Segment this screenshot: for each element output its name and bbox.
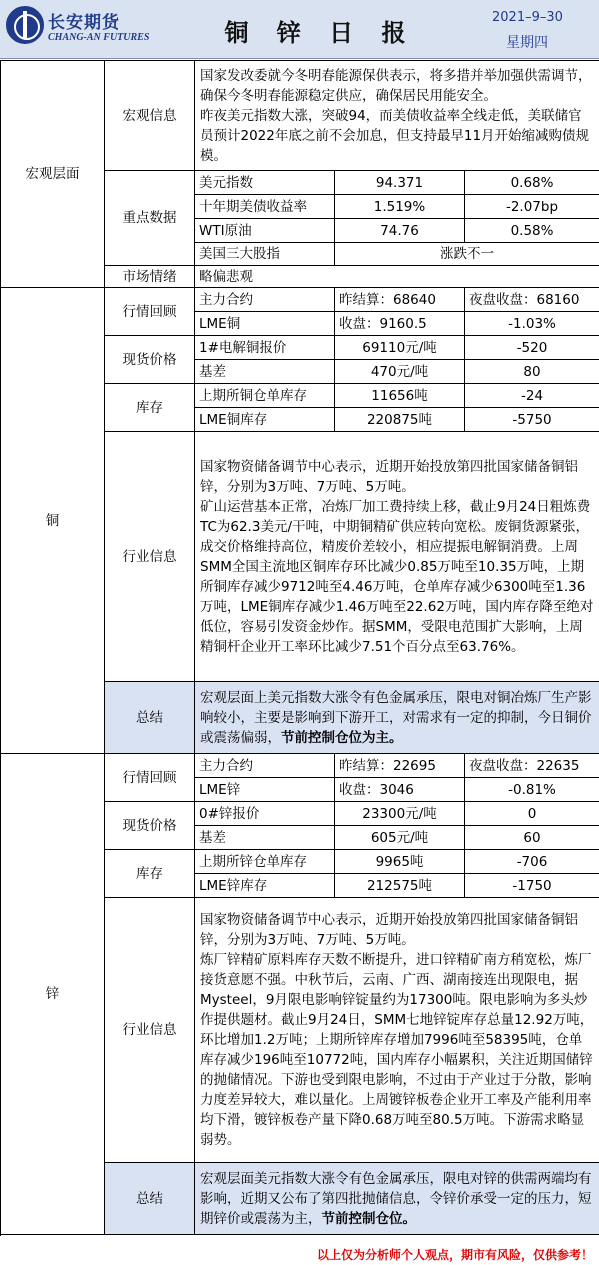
zinc-industry-paragraph: 炼厂锌精矿原料库存天数不断提升，进口锌精矿南方稍宽松，炼厂接货意愿不强。中秋节后，云南、广西、湖南接连出现限电，据Mysteel，9月限电影响锌锭量约为17300吨。限电影响为多头炒作提供题材。截止9月24日，SMM七地锌锭库存总量12.92万吨，环比增加1.2万吨；上期所锌库存增加7996吨至58395吨，仓单库存减少196吨至10772吨，国内库存小幅累积，关注近期国储锌的抛储情况。下游也受到限电影响，不过由于产业过于分散，影响力度差异较大，难以量化。上周镀锌板卷企业开工率及产能利用率均下滑，镀锌板卷产量下降0.68万吨至80.5万吨。下游需求略显弱势。: [200, 952, 594, 1148]
copper-shfe-stock-change: -24: [465, 384, 599, 408]
zinc-spot-change: 0: [465, 802, 599, 826]
zinc-night-close: 夜盘收盘：22635: [465, 754, 599, 778]
key-data-name: 十年期美债收益率: [195, 195, 335, 219]
copper-lme-stock-change: -5750: [465, 408, 599, 432]
zinc-basis-name: 基差: [195, 826, 335, 850]
zinc-stock-label: 库存: [105, 850, 195, 898]
zinc-industry-paragraph: 国家物资储备调节中心表示，近期开始投放第四批国家储备铜铝锌，分别为3万吨、7万吨、5万吨。: [200, 912, 578, 948]
copper-lme-change: -1.03%: [465, 312, 599, 336]
company-name: 长安期货: [48, 13, 120, 33]
key-data-name: 美元指数: [195, 171, 335, 195]
zinc-spot-label: 现货价格: [105, 802, 195, 850]
copper-settle: 昨结算：68640: [335, 288, 465, 312]
key-data-name: 美国三大股指: [195, 243, 335, 266]
copper-industry-text: [195, 432, 599, 682]
copper-market-row: [1, 288, 599, 312]
key-data-value: 涨跌不一: [335, 243, 599, 266]
zinc-summary-emphasis: 节前控制仓位。: [321, 1210, 416, 1227]
company-logo-icon: [6, 6, 44, 44]
copper-industry-label: 行业信息: [105, 432, 195, 682]
zinc-spot-name: 0#锌报价: [195, 802, 335, 826]
key-data-value: 74.76: [335, 219, 465, 243]
copper-spot-label: 现货价格: [105, 336, 195, 384]
copper-night-close: 夜盘收盘：68160: [465, 288, 599, 312]
report-weekday: 星期四: [506, 35, 548, 51]
copper-lme-stock-value: 220875吨: [335, 408, 465, 432]
copper-spot-name: 1#电解铜报价: [195, 336, 335, 360]
zinc-basis-change: 60: [465, 826, 599, 850]
zinc-market-label: 行情回顾: [105, 754, 195, 802]
zinc-settle: 昨结算：22695: [335, 754, 465, 778]
copper-summary-text: 宏观层面上美元指数大涨令有色金属承压，限电对铜冶炼厂生产影响较小，主要是影响到下游开工，对需求有一定的抑制，今日铜价或震荡偏弱，节前控制仓位为主。: [195, 682, 599, 754]
key-data-change: -2.07bp: [465, 195, 599, 219]
copper-basis-change: 80: [465, 360, 599, 384]
key-data-value: 94.371: [335, 171, 465, 195]
key-data-name: WTI原油: [195, 219, 335, 243]
zinc-main-contract: 主力合约: [195, 754, 335, 778]
zinc-shfe-stock-name: 上期所锌仓单库存: [195, 850, 335, 874]
copper-shfe-stock-value: 11656吨: [335, 384, 465, 408]
report-date: 2021–9–30: [492, 10, 563, 25]
macro-info-row: [1, 61, 599, 171]
copper-basis-name: 基差: [195, 360, 335, 384]
zinc-industry-label: 行业信息: [105, 898, 195, 1163]
zinc-lme-change: -0.81%: [465, 778, 599, 802]
report-title: 铜 锌 日 报: [224, 19, 416, 47]
copper-spot-value: 69110元/吨: [335, 336, 465, 360]
macro-info-text: [195, 61, 599, 171]
copper-industry-paragraph: 国家物资储备调节中心表示，近期开始投放第四批国家储备铜铝锌，分别为3万吨、7万吨、5万吨。: [200, 458, 578, 495]
zinc-summary-label: 总结: [105, 1163, 195, 1235]
key-data-change: 0.58%: [465, 219, 599, 243]
copper-lme-close: 收盘：9160.5: [335, 312, 465, 336]
section-macro: 宏观层面: [1, 61, 105, 288]
sentiment-label: 市场情绪: [105, 266, 195, 288]
copper-spot-change: -520: [465, 336, 599, 360]
key-data-change: 0.68%: [465, 171, 599, 195]
zinc-industry-text: [195, 898, 599, 1163]
zinc-market-row: [1, 754, 599, 778]
zinc-spot-value: 23300元/吨: [335, 802, 465, 826]
copper-lme-name: LME铜: [195, 312, 335, 336]
disclaimer: 以上仅为分析师个人观点，期市有风险，仅供参考！: [316, 1248, 593, 1262]
report-header: [0, 0, 599, 59]
zinc-basis-value: 605元/吨: [335, 826, 465, 850]
zinc-shfe-stock-value: 9965吨: [335, 850, 465, 874]
zinc-lme-name: LME锌: [195, 778, 335, 802]
copper-basis-value: 470元/吨: [335, 360, 465, 384]
key-data-value: 1.519%: [335, 195, 465, 219]
copper-summary-label: 总结: [105, 682, 195, 754]
key-data-label: 重点数据: [105, 171, 195, 266]
macro-info-label: 宏观信息: [105, 61, 195, 171]
zinc-summary-text: 宏观层面美元指数大涨令有色金属承压，限电对锌的供需两端均有影响，近期又公布了第四批抛储信息，令锌价承受一定的压力，短期锌价或震荡为主，节前控制仓位。: [195, 1163, 599, 1235]
zinc-lme-stock-change: -1750: [465, 874, 599, 898]
copper-stock-label: 库存: [105, 384, 195, 432]
company-name-en: CHANG-AN FUTURES: [48, 32, 150, 43]
copper-market-label: 行情回顾: [105, 288, 195, 336]
copper-industry-paragraph: 矿山运营基本正常，冶炼厂加工费持续上移，截止9月24日粗炼费TC为62.3美元/干吨，中期铜精矿供应转向宽松。废铜货源紧张，成交价格维持高位，精废价差较小，相应提振电解铜消费。上周SMM全国主流地区铜库存环比减少0.85万吨至10.35万吨，上期所铜库存减少9712吨至4.46万吨，仓单库存减少6300吨至1.36万吨，LME铜库存减少1.46万吨至22.62万吨，国内库存降至绝对低位，容易引发资金炒作。据SMM，受限电范围扩大影响，上周精铜杆企业开工率环比减少7.51个百分点至63.76%。: [200, 498, 594, 655]
copper-lme-stock-name: LME铜库存: [195, 408, 335, 432]
copper-summary-emphasis: 节前控制仓位为主。: [281, 729, 403, 746]
section-copper: 铜: [1, 288, 105, 754]
zinc-lme-stock-name: LME锌库存: [195, 874, 335, 898]
macro-info-paragraph: 国家发改委就今冬明春能源保供表示，将多措并举加强供需调节，确保今冬明春能源稳定供应，确保居民用能安全。: [200, 67, 592, 104]
report-table: [0, 60, 599, 1235]
sentiment-value: 略偏悲观: [195, 266, 599, 288]
zinc-lme-stock-value: 212575吨: [335, 874, 465, 898]
section-zinc: 锌: [1, 754, 105, 1235]
zinc-shfe-stock-change: -706: [465, 850, 599, 874]
copper-main-contract: 主力合约: [195, 288, 335, 312]
zinc-lme-close: 收盘：3046: [335, 778, 465, 802]
macro-info-paragraph: 昨夜美元指数大涨，突破94，而美债收益率全线走低，美联储官员预计2022年底之前不会加息，但支持最早11月开始缩减购债规模。: [200, 107, 590, 164]
copper-shfe-stock-name: 上期所铜仓单库存: [195, 384, 335, 408]
